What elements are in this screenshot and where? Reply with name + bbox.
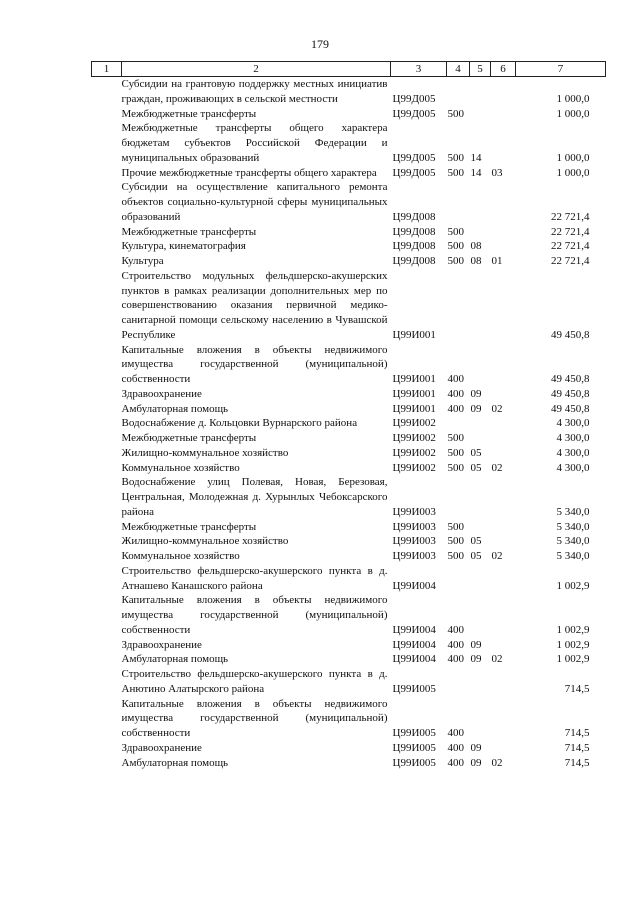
expense-type-code: 500 xyxy=(447,151,464,164)
section-code: 05 xyxy=(470,535,482,548)
amount: 714,5 xyxy=(564,741,590,754)
expense-type-code: 500 xyxy=(447,432,464,444)
subsection-code: 02 xyxy=(491,756,503,769)
row-name: Амбулаторная помощь xyxy=(121,653,229,666)
row-name: Здравоохранение xyxy=(121,741,202,754)
section-code xyxy=(470,269,491,343)
table-row xyxy=(92,239,606,254)
row-name: Капитальные вложения в объекты недвижимого имущества государственной (муниципальной) собственности xyxy=(121,697,388,739)
expense-type-code: 500 xyxy=(447,240,464,253)
subsection-code xyxy=(491,564,516,594)
section-code xyxy=(470,520,491,535)
column-header: 3 xyxy=(391,62,447,77)
row-name: Межбюджетные трансферты xyxy=(121,225,257,238)
row-name: Здравоохранение xyxy=(121,387,202,400)
table-row xyxy=(92,416,606,431)
row-name: Межбюджетные трансферты xyxy=(121,432,257,444)
row-name: Культура, кинематография xyxy=(121,240,246,253)
amount: 4 300,0 xyxy=(556,461,590,474)
target-code: Ц99И005 xyxy=(392,741,436,754)
row-name: Строительство фельдшерско-акушерского пункта в д. Атнашево Канашского района xyxy=(121,564,388,592)
target-code: Ц99Д008 xyxy=(392,210,436,223)
target-code: Ц99И001 xyxy=(392,328,436,341)
empty-cell xyxy=(92,77,122,107)
amount: 22 721,4 xyxy=(551,225,590,238)
amount: 1 000,0 xyxy=(556,151,590,164)
empty-cell xyxy=(92,446,122,461)
target-code: Ц99И001 xyxy=(392,402,436,415)
target-code: Ц99И004 xyxy=(392,638,436,651)
empty-cell xyxy=(92,667,122,697)
empty-cell xyxy=(92,269,122,343)
expense-type-code: 400 xyxy=(447,727,464,739)
section-code: 09 xyxy=(470,387,482,400)
section-code xyxy=(470,107,491,122)
target-code: Ц99Д005 xyxy=(392,151,436,164)
section-code xyxy=(470,77,491,107)
section-code xyxy=(470,343,491,387)
amount: 49 450,8 xyxy=(551,328,590,341)
empty-cell xyxy=(92,254,122,269)
section-code: 09 xyxy=(470,741,482,754)
subsection-code xyxy=(491,121,516,165)
amount: 4 300,0 xyxy=(556,432,590,444)
amount: 5 340,0 xyxy=(556,535,590,548)
expense-type-code: 500 xyxy=(447,225,464,238)
amount: 1 002,9 xyxy=(556,653,590,666)
expense-type-code: 500 xyxy=(447,520,464,533)
table-row xyxy=(92,225,606,240)
empty-cell xyxy=(92,741,122,756)
amount: 714,5 xyxy=(564,727,590,739)
subsection-code xyxy=(491,180,516,224)
table-row xyxy=(92,652,606,667)
expense-type-code xyxy=(447,77,470,107)
column-header: 2 xyxy=(122,62,391,77)
section-code xyxy=(470,475,491,519)
empty-cell xyxy=(92,461,122,476)
empty-cell xyxy=(92,549,122,564)
target-code: Ц99И004 xyxy=(392,579,436,592)
expense-type-code: 500 xyxy=(447,255,464,267)
table-body xyxy=(92,77,606,771)
subsection-code: 02 xyxy=(491,550,503,562)
empty-cell xyxy=(92,593,122,637)
empty-cell xyxy=(92,121,122,165)
section-code: 09 xyxy=(470,756,482,769)
target-code: Ц99И003 xyxy=(392,520,436,533)
column-header: 6 xyxy=(491,62,516,77)
row-name: Амбулаторная помощь xyxy=(121,756,229,769)
amount: 5 340,0 xyxy=(556,550,590,562)
target-code: Ц99Д005 xyxy=(392,166,436,179)
amount: 22 721,4 xyxy=(551,210,590,223)
target-code: Ц99И002 xyxy=(392,446,436,459)
table-row xyxy=(92,269,606,343)
subsection-code xyxy=(491,239,516,254)
subsection-code xyxy=(491,446,516,461)
row-name: Капитальные вложения в объекты недвижимого имущества государственной (муниципальной) собственности xyxy=(121,594,388,636)
empty-cell xyxy=(92,520,122,535)
row-name: Капитальные вложения в объекты недвижимого имущества государственной (муниципальной) собственности xyxy=(121,343,388,385)
target-code: Ц99Д008 xyxy=(392,240,436,253)
amount: 1 000,0 xyxy=(556,166,590,179)
empty-cell xyxy=(92,431,122,446)
expense-type-code: 500 xyxy=(447,446,464,459)
amount: 22 721,4 xyxy=(551,240,590,253)
table-row xyxy=(92,638,606,653)
table-row xyxy=(92,461,606,476)
amount: 49 450,8 xyxy=(551,402,590,415)
expense-type-code xyxy=(447,269,470,343)
amount: 1 002,9 xyxy=(556,579,590,592)
expense-type-code: 500 xyxy=(447,550,464,562)
column-header: 1 xyxy=(92,62,122,77)
target-code: Ц99И002 xyxy=(392,432,436,444)
empty-cell xyxy=(92,475,122,519)
column-header: 5 xyxy=(470,62,491,77)
subsection-code xyxy=(491,225,516,240)
row-name: Коммунальное хозяйство xyxy=(121,461,240,474)
section-code: 09 xyxy=(470,638,482,651)
subsection-code: 02 xyxy=(491,402,503,415)
empty-cell xyxy=(92,343,122,387)
empty-cell xyxy=(92,239,122,254)
target-code: Ц99И003 xyxy=(392,550,436,562)
subsection-code xyxy=(491,534,516,549)
target-code: Ц99И005 xyxy=(392,727,436,739)
section-code xyxy=(470,416,491,431)
table-row xyxy=(92,77,606,107)
target-code: Ц99Д005 xyxy=(392,92,436,105)
expense-type-code: 400 xyxy=(447,623,464,636)
empty-cell xyxy=(92,638,122,653)
amount: 1 000,0 xyxy=(556,107,590,120)
row-name: Прочие межбюджетные трансферты общего характера xyxy=(121,166,377,179)
row-name: Водоснабжение улиц Полевая, Новая, Березовая, Центральная, Молодежная д. Хурынлых Чебоксарского района xyxy=(121,476,388,518)
table-row xyxy=(92,549,606,564)
amount: 4 300,0 xyxy=(556,417,590,430)
section-code: 08 xyxy=(470,240,482,253)
target-code: Ц99Д005 xyxy=(392,107,436,120)
section-code xyxy=(470,180,491,224)
table-row xyxy=(92,756,606,771)
row-name: Субсидии на осуществление капитального ремонта объектов социально-культурной сферы муниципальных образований xyxy=(121,181,388,223)
column-header: 7 xyxy=(516,62,606,77)
table-row xyxy=(92,564,606,594)
target-code: Ц99И001 xyxy=(392,373,436,385)
subsection-code xyxy=(491,593,516,637)
subsection-code xyxy=(491,667,516,697)
expense-type-code: 500 xyxy=(447,461,464,474)
expense-type-code: 400 xyxy=(447,756,464,769)
section-code: 05 xyxy=(470,446,482,459)
row-name: Коммунальное хозяйство xyxy=(121,550,240,562)
empty-cell xyxy=(92,107,122,122)
section-code xyxy=(470,697,491,741)
subsection-code xyxy=(491,269,516,343)
section-code xyxy=(470,667,491,697)
amount: 49 450,8 xyxy=(551,373,590,385)
subsection-code xyxy=(491,431,516,446)
empty-cell xyxy=(92,564,122,594)
table-row xyxy=(92,697,606,741)
expense-type-code: 500 xyxy=(447,166,464,179)
table-row xyxy=(92,520,606,535)
target-code: Ц99И004 xyxy=(392,623,436,636)
empty-cell xyxy=(92,416,122,431)
target-code: Ц99Д008 xyxy=(392,225,436,238)
table-row xyxy=(92,593,606,637)
amount: 714,5 xyxy=(564,756,590,769)
amount: 22 721,4 xyxy=(551,255,590,267)
row-name: Субсидии на грантовую поддержку местных инициатив граждан, проживающих в сельской местности xyxy=(121,78,388,105)
row-name: Жилищно-коммунальное хозяйство xyxy=(121,446,289,459)
row-name: Межбюджетные трансферты общего характера бюджетам субъектов Российской Федерации и муниципальных образований xyxy=(121,122,388,164)
target-code: Ц99И001 xyxy=(392,387,436,400)
subsection-code xyxy=(491,416,516,431)
page-number: 179 xyxy=(311,37,329,51)
empty-cell xyxy=(92,756,122,771)
subsection-code xyxy=(491,77,516,107)
table-row xyxy=(92,121,606,165)
section-code: 05 xyxy=(470,550,482,562)
table-row xyxy=(92,254,606,269)
amount: 1 002,9 xyxy=(556,623,590,636)
empty-cell xyxy=(92,387,122,402)
table-row xyxy=(92,475,606,519)
section-code xyxy=(470,431,491,446)
empty-cell xyxy=(92,652,122,667)
budget-table xyxy=(91,61,606,770)
expense-type-code: 400 xyxy=(447,638,464,651)
row-name: Культура xyxy=(121,255,164,267)
target-code: Ц99И002 xyxy=(392,461,436,474)
subsection-code: 02 xyxy=(491,653,503,666)
subsection-code xyxy=(491,638,516,653)
subsection-code xyxy=(491,741,516,756)
target-code: Ц99И005 xyxy=(392,682,436,695)
table-row xyxy=(92,446,606,461)
table-row xyxy=(92,387,606,402)
expense-type-code xyxy=(447,180,470,224)
section-code xyxy=(470,225,491,240)
subsection-code: 03 xyxy=(491,166,503,179)
subsection-code: 01 xyxy=(491,255,503,267)
table-row xyxy=(92,741,606,756)
subsection-code xyxy=(491,107,516,122)
expense-type-code xyxy=(447,416,470,431)
amount: 714,5 xyxy=(564,682,590,695)
row-name: Межбюджетные трансферты xyxy=(121,520,257,533)
expense-type-code: 400 xyxy=(447,387,464,400)
target-code: Ц99И003 xyxy=(392,535,436,548)
table-row xyxy=(92,343,606,387)
amount: 1 000,0 xyxy=(556,92,590,105)
target-code: Ц99И003 xyxy=(392,505,436,518)
expense-type-code xyxy=(447,667,470,697)
table-row xyxy=(92,107,606,122)
empty-cell xyxy=(92,697,122,741)
target-code: Ц99И004 xyxy=(392,653,436,666)
amount: 49 450,8 xyxy=(551,387,590,400)
empty-cell xyxy=(92,180,122,224)
empty-cell xyxy=(92,534,122,549)
expense-type-code: 500 xyxy=(447,535,464,548)
empty-cell xyxy=(92,402,122,417)
empty-cell xyxy=(92,166,122,181)
table-row xyxy=(92,402,606,417)
row-name: Амбулаторная помощь xyxy=(121,402,229,415)
target-code: Ц99И005 xyxy=(392,756,436,769)
column-header: 4 xyxy=(447,62,470,77)
target-code: Ц99И002 xyxy=(392,417,436,430)
expense-type-code xyxy=(447,564,470,594)
section-code: 08 xyxy=(470,255,482,267)
subsection-code xyxy=(491,697,516,741)
amount: 4 300,0 xyxy=(556,446,590,459)
row-name: Межбюджетные трансферты xyxy=(121,107,257,120)
expense-type-code: 400 xyxy=(447,402,464,415)
subsection-code xyxy=(491,520,516,535)
expense-type-code: 400 xyxy=(447,741,464,754)
expense-type-code xyxy=(447,475,470,519)
table-row xyxy=(92,180,606,224)
table-row xyxy=(92,431,606,446)
expense-type-code: 400 xyxy=(447,653,464,666)
row-name: Водоснабжение д. Кольцовки Вурнарского района xyxy=(121,417,358,430)
row-name: Строительство модульных фельдшерско-акушерских пунктов в рамках реализации дополнительных мер по совершенствованию оказания первичной медико-санитарной помощи сельскому населению в Чувашской Республике xyxy=(121,269,388,341)
expense-type-code: 400 xyxy=(447,373,464,385)
expense-type-code: 500 xyxy=(447,107,464,120)
table-row xyxy=(92,667,606,697)
amount: 5 340,0 xyxy=(556,505,590,518)
row-name: Строительство фельдшерско-акушерского пункта в д. Анютино Алатырского района xyxy=(121,668,388,695)
section-code: 14 xyxy=(470,166,482,179)
amount: 5 340,0 xyxy=(556,520,590,533)
empty-cell xyxy=(92,225,122,240)
target-code: Ц99Д008 xyxy=(392,255,436,267)
subsection-code xyxy=(491,387,516,402)
subsection-code xyxy=(491,343,516,387)
column-number-header xyxy=(92,62,606,77)
amount: 1 002,9 xyxy=(556,638,590,651)
section-code: 05 xyxy=(470,461,482,474)
section-code: 09 xyxy=(470,402,482,415)
row-name: Здравоохранение xyxy=(121,638,202,651)
section-code: 14 xyxy=(470,151,482,164)
table-row xyxy=(92,166,606,181)
section-code xyxy=(470,564,491,594)
subsection-code xyxy=(491,475,516,519)
section-code xyxy=(470,593,491,637)
row-name: Жилищно-коммунальное хозяйство xyxy=(121,535,289,548)
table-row xyxy=(92,534,606,549)
subsection-code: 02 xyxy=(491,461,503,474)
section-code: 09 xyxy=(470,653,482,666)
